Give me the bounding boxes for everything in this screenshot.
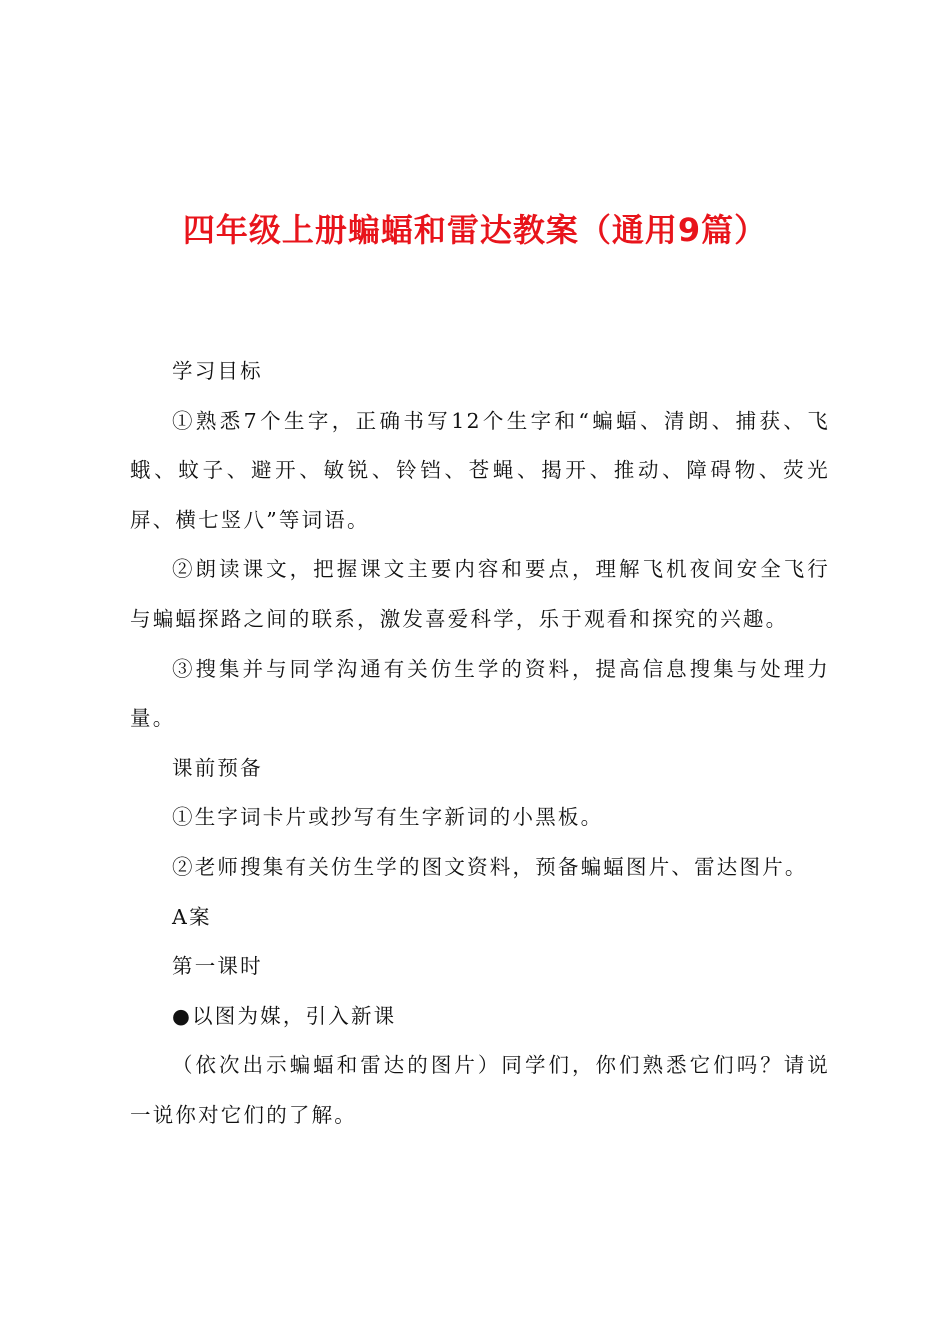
lesson-paragraph: （依次出示蝙蝠和雷达的图片）同学们，你们熟悉它们吗？请说一说你对它们的了解。 [130,1053,830,1127]
goal-item-2: ②朗读课文，把握课文主要内容和要点，理解飞机夜间安全飞行与蝙蝠探路之间的联系，激发喜爱科学，乐于观看和探究的兴趣。 [130,557,830,631]
goal-item-3: ③搜集并与同学沟通有关仿生学的资料，提高信息搜集与处理力量。 [130,656,830,731]
plan-label: A案 [172,904,212,929]
preparation-item-1: ①生字词卡片或抄写有生字新词的小黑板。 [172,805,604,830]
step-heading: ●以图为媒，引入新课 [172,1003,397,1028]
document-title: 四年级上册蝙蝠和雷达教案（通用9篇） [182,211,768,249]
goal-item-1: ①熟悉7个生字，正确书写12个生字和“蝙蝠、清朗、捕获、飞蛾、蚊子、避开、敏锐、铃铛、苍蝇、揭开、推动、障碍物、荧光屏、横七竖八”等词语。 [130,408,830,532]
section-heading-preparation: 课前预备 [172,755,263,780]
lesson-label: 第一课时 [172,954,263,979]
section-heading-learning-goals: 学习目标 [172,359,263,383]
document-body [130,347,830,1141]
preparation-item-2: ②老师搜集有关仿生学的图文资料，预备蝙蝠图片、雷达图片。 [172,854,808,879]
